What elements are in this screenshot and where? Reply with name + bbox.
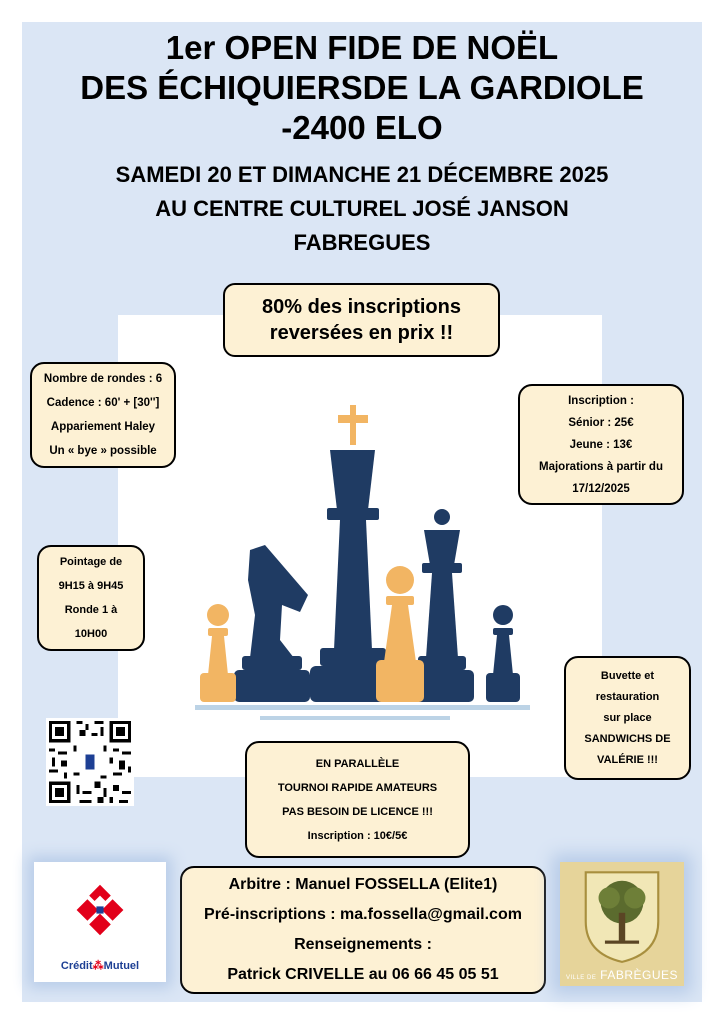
fees-info-box xyxy=(518,384,684,505)
refreshments-line: Buvette et xyxy=(600,669,655,682)
date-line: SAMEDI 20 ET DIMANCHE 21 DÉCEMBRE 2025 xyxy=(115,162,609,187)
chess-pieces-illustration xyxy=(190,400,535,725)
rounds-line: Cadence : 60' + [30''] xyxy=(46,397,160,409)
sponsor-name xyxy=(34,959,166,972)
contact-phone-line: Patrick CRIVELLE au 06 66 45 05 51 xyxy=(227,966,499,983)
fees-line: 17/12/2025 xyxy=(572,482,630,495)
knight-piece-icon xyxy=(234,545,310,702)
credit-mutuel-logo-icon xyxy=(64,880,136,940)
checkin-line: Ronde 1 à xyxy=(64,604,118,616)
parallel-line: EN PARALLÈLE xyxy=(315,757,400,770)
qr-code[interactable] xyxy=(46,718,134,806)
preregistration-line: Pré-inscriptions : ma.fossella@gmail.com xyxy=(204,906,522,923)
fabregues-crest-icon xyxy=(574,868,670,964)
rounds-line: Un « bye » possible xyxy=(49,445,157,457)
prize-line: 80% des inscriptions xyxy=(262,296,461,318)
parallel-line: PAS BESOIN DE LICENCE !!! xyxy=(282,805,433,818)
refreshments-line: restauration xyxy=(595,690,660,703)
sponsor-separator-icon: ⁂ xyxy=(92,960,104,972)
checkin-line: 10H00 xyxy=(74,628,108,640)
rounds-line: Nombre de rondes : 6 xyxy=(43,373,163,385)
title-line: -2400 ELO xyxy=(281,109,443,146)
parallel-line: Inscription : 10€/5€ xyxy=(307,829,408,842)
rounds-line: Appariement Haley xyxy=(50,421,156,433)
sponsor-name-part2: Mutuel xyxy=(103,960,140,972)
sponsor-name-part1: Crédit xyxy=(60,960,93,972)
contact-info-box xyxy=(180,866,546,994)
town-name xyxy=(560,968,684,982)
checkin-line: Pointage de xyxy=(59,556,123,568)
king-piece-icon xyxy=(310,405,396,702)
event-title xyxy=(0,28,724,148)
refreshments-line: SANDWICHS DE xyxy=(584,732,671,745)
prize-line: reversées en prix !! xyxy=(269,322,454,344)
city-line: FABREGUES xyxy=(293,230,431,255)
town-name-text: FABRÈGUES xyxy=(600,968,679,982)
refreshments-line: sur place xyxy=(603,711,652,724)
fees-line: Inscription : xyxy=(568,394,634,407)
prize-info-box xyxy=(223,283,500,357)
venue-line: AU CENTRE CULTUREL JOSÉ JANSON xyxy=(155,196,569,221)
title-line: DES ÉCHIQUIERSDE LA GARDIOLE xyxy=(80,69,644,106)
sponsor-logo-box xyxy=(34,862,166,982)
parallel-tournament-box xyxy=(245,741,470,858)
pawn-piece-icon xyxy=(200,604,236,702)
refreshments-line: VALÉRIE !!! xyxy=(597,753,658,766)
town-prefix: VILLE DE xyxy=(565,975,597,981)
event-info xyxy=(0,158,724,260)
checkin-line: 9H15 à 9H45 xyxy=(58,580,124,592)
fees-line: Majorations à partir du xyxy=(539,460,663,473)
town-crest-box xyxy=(560,862,684,986)
checkin-info-box xyxy=(37,545,145,651)
rounds-info-box xyxy=(30,362,176,468)
title-line: 1er OPEN FIDE DE NOËL xyxy=(165,29,559,66)
info-heading-line: Renseignements : xyxy=(294,936,432,953)
fees-line: Jeune : 13€ xyxy=(569,438,633,451)
fees-line: Sénior : 25€ xyxy=(568,416,634,429)
pawn-piece-icon xyxy=(486,605,520,702)
parallel-line: TOURNOI RAPIDE AMATEURS xyxy=(277,781,438,794)
refreshments-info-box xyxy=(564,656,691,780)
arbiter-line: Arbitre : Manuel FOSSELLA (Elite1) xyxy=(228,876,498,893)
pawn-piece-icon xyxy=(376,566,424,702)
